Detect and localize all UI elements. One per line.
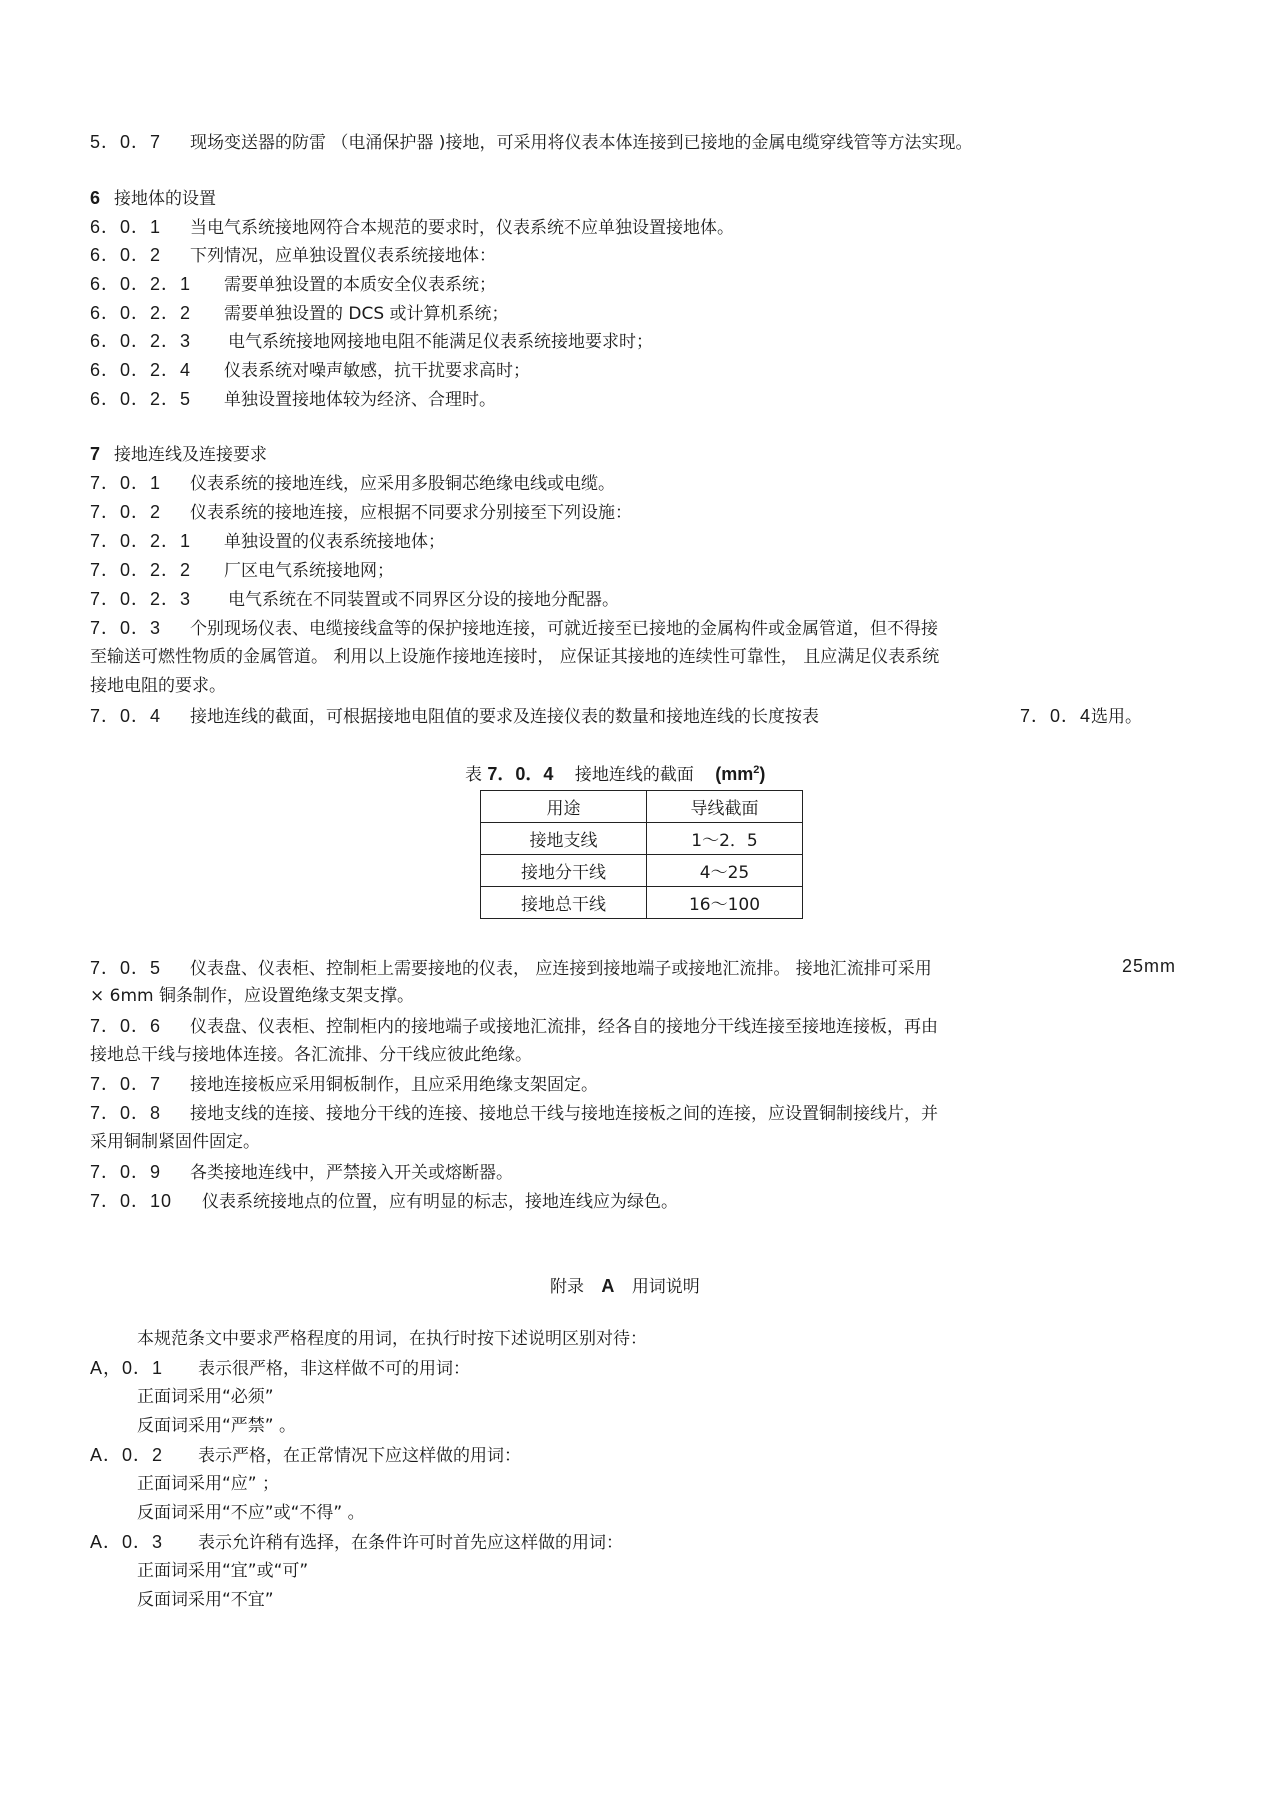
clause-text: 个别现场仪表、电缆接线盒等的保护接地连接，可就近接至已接地的金属构件或金属管道，但不得接 bbox=[190, 619, 938, 639]
clause-text: 仪表系统的接地连线，应采用多股铜芯绝缘电线或电缆。 bbox=[190, 474, 615, 494]
clause-number: 7．0．4 bbox=[90, 706, 162, 726]
clause-number: 7．0．2．3 bbox=[90, 589, 192, 609]
table-caption-prefix: 表 bbox=[465, 765, 482, 785]
clause-text: 现场变送器的防雷 （电涌保护器 )接地，可采用将仪表本体连接到已接地的金属电缆穿线管等方法实现。 bbox=[190, 133, 973, 153]
positive-term-line: 正面词采用“必须” bbox=[137, 1387, 274, 1407]
clause-7-0-6-continuation: 接地总干线与接地体连接。各汇流排、分干线应彼此绝缘。 bbox=[90, 1045, 532, 1065]
positive-term-line: 正面词采用“宜”或“可” bbox=[137, 1561, 309, 1581]
clause-number: 6．0．1 bbox=[90, 217, 162, 237]
section-7-heading bbox=[90, 443, 267, 466]
clause-text: 需要单独设置的本质安全仪表系统； bbox=[224, 275, 496, 295]
clause-text: 仪表盘、仪表柜、控制柜上需要接地的仪表， 应连接到接地端子或接地汇流排。 接地汇流排可采用 bbox=[190, 959, 932, 979]
clause-text: 表示严格，在正常情况下应这样做的用词： bbox=[198, 1446, 521, 1466]
clause-number: 6．0．2．5 bbox=[90, 389, 192, 409]
section-number: 7 bbox=[90, 444, 101, 464]
clause-text: 单独设置接地体较为经济、合理时。 bbox=[224, 390, 496, 410]
table-caption bbox=[465, 760, 765, 786]
clause-number: A．0．2 bbox=[90, 1445, 164, 1465]
grounding-cross-section-table bbox=[480, 790, 803, 919]
clause-7-0-2-1 bbox=[90, 530, 445, 553]
appendix-prefix: 附录 bbox=[550, 1277, 584, 1297]
clause-number: A．0．3 bbox=[90, 1532, 164, 1552]
clause-7-0-4 bbox=[90, 705, 819, 728]
appendix-letter: A bbox=[601, 1276, 615, 1296]
table-cell: 16～100 bbox=[647, 887, 803, 919]
clause-number: 7．0．9 bbox=[90, 1162, 162, 1182]
clause-6-0-2 bbox=[90, 244, 496, 267]
clause-6-0-2-3 bbox=[90, 330, 653, 353]
clause-text: 厂区电气系统接地网； bbox=[224, 561, 394, 581]
clause-6-0-1 bbox=[90, 216, 734, 239]
clause-7-0-8 bbox=[90, 1102, 938, 1125]
table-cell: 接地支线 bbox=[481, 823, 647, 855]
clause-7-0-1 bbox=[90, 472, 615, 495]
appendix-title: 用词说明 bbox=[631, 1277, 700, 1297]
table-cell: 接地总干线 bbox=[481, 887, 647, 919]
clause-number: 6．0．2．4 bbox=[90, 360, 192, 380]
clause-7-0-9 bbox=[90, 1161, 513, 1184]
clause-number: 7．0．1 bbox=[90, 473, 162, 493]
clause-text: 表示很严格，非这样做不可的用词： bbox=[198, 1359, 470, 1379]
table-reference: 7．0．4 bbox=[1020, 706, 1092, 726]
clause-7-0-8-continuation: 采用铜制紧固件固定。 bbox=[90, 1132, 260, 1152]
table-header-row bbox=[481, 791, 803, 823]
clause-text: 接地连线的截面，可根据接地电阻值的要求及连接仪表的数量和接地连线的长度按表 bbox=[190, 707, 819, 727]
table-cell: 1～2．5 bbox=[647, 823, 803, 855]
appendix-item-a-0-1 bbox=[90, 1357, 470, 1380]
clause-tail: 选用。 bbox=[1091, 707, 1143, 727]
table-header-cell: 导线截面 bbox=[647, 791, 803, 823]
clause-text: 单独设置的仪表系统接地体； bbox=[224, 532, 445, 552]
appendix-item-a-0-3 bbox=[90, 1531, 623, 1554]
clause-text: 需要单独设置的 DCS 或计算机系统； bbox=[224, 304, 509, 324]
clause-number: 6．0．2．1 bbox=[90, 274, 192, 294]
positive-term-line: 正面词采用“应” ； bbox=[137, 1474, 280, 1494]
clause-text: 接地连接板应采用铜板制作，且应采用绝缘支架固定。 bbox=[190, 1075, 598, 1095]
table-header-cell: 用途 bbox=[481, 791, 647, 823]
clause-number: 7．0．5 bbox=[90, 958, 162, 978]
clause-number: 7．0．2 bbox=[90, 502, 162, 522]
clause-number: 7．0．2．2 bbox=[90, 560, 192, 580]
table-cell: 接地分干线 bbox=[481, 855, 647, 887]
clause-6-0-2-4 bbox=[90, 359, 530, 382]
table-caption-number: 7．0．4 bbox=[487, 764, 554, 784]
clause-text: 仪表盘、仪表柜、控制柜内的接地端子或接地汇流排，经各自的接地分干线连接至接地连接板，再由 bbox=[190, 1017, 938, 1037]
clause-7-0-10 bbox=[90, 1190, 678, 1213]
clause-text: 各类接地连线中，严禁接入开关或熔断器。 bbox=[190, 1163, 513, 1183]
clause-number: 7．0．7 bbox=[90, 1074, 162, 1094]
clause-7-0-3 bbox=[90, 617, 938, 640]
table-row bbox=[481, 887, 803, 919]
negative-term-line: 反面词采用“不应”或“不得” 。 bbox=[137, 1503, 365, 1523]
clause-text: 仪表系统对噪声敏感，抗干扰要求高时； bbox=[224, 361, 530, 381]
appendix-heading bbox=[550, 1272, 700, 1297]
clause-number: 5．0．7 bbox=[90, 132, 162, 152]
clause-text: 下列情况，应单独设置仪表系统接地体： bbox=[190, 246, 496, 266]
table-row bbox=[481, 823, 803, 855]
clause-number: 7．0．3 bbox=[90, 618, 162, 638]
table-caption-unit: $(mm^2)$ bbox=[715, 764, 766, 784]
clause-7-0-5-continuation: × 6mm 铜条制作，应设置绝缘支架支撑。 bbox=[90, 986, 414, 1006]
clause-6-0-2-1 bbox=[90, 273, 496, 296]
table-cell: 4～25 bbox=[647, 855, 803, 887]
clause-number: A，0．1 bbox=[90, 1358, 164, 1378]
appendix-item-a-0-2 bbox=[90, 1444, 521, 1467]
clause-7-0-2-2 bbox=[90, 559, 394, 582]
section-title: 接地连线及连接要求 bbox=[114, 445, 268, 465]
clause-7-0-3-continuation: 至输送可燃性物质的金属管道。 利用以上设施作接地连接时， 应保证其接地的连续性可靠性， 且应满足仪表系统 bbox=[90, 647, 940, 667]
clause-number: 6．0．2 bbox=[90, 245, 162, 265]
section-6-heading bbox=[90, 187, 216, 210]
appendix-intro: 本规范条文中要求严格程度的用词，在执行时按下述说明区别对待： bbox=[137, 1329, 647, 1349]
clause-7-0-5-dimension bbox=[1122, 955, 1176, 978]
clause-7-0-2-3 bbox=[90, 588, 619, 611]
clause-text: 接地支线的连接、接地分干线的连接、接地总干线与接地连接板之间的连接，应设置铜制接线片，并 bbox=[190, 1104, 938, 1124]
clause-5-0-7 bbox=[90, 131, 972, 154]
clause-7-0-3-continuation-2: 接地电阻的要求。 bbox=[90, 676, 226, 696]
clause-text: 仪表系统的接地连接，应根据不同要求分别接至下列设施： bbox=[190, 503, 632, 523]
section-title: 接地体的设置 bbox=[114, 189, 217, 209]
clause-text: 仪表系统接地点的位置，应有明显的标志，接地连线应为绿色。 bbox=[202, 1192, 678, 1212]
clause-number: 7．0．2．1 bbox=[90, 531, 192, 551]
clause-text: 电气系统接地网接地电阻不能满足仪表系统接地要求时； bbox=[228, 332, 653, 352]
clause-text: 表示允许稍有选择，在条件许可时首先应这样做的用词： bbox=[198, 1533, 623, 1553]
negative-term-line: 反面词采用“不宜” bbox=[137, 1590, 274, 1610]
table-row bbox=[481, 855, 803, 887]
clause-7-0-5 bbox=[90, 957, 932, 980]
clause-number: 6．0．2．3 bbox=[90, 331, 192, 351]
clause-7-0-4-table-reference bbox=[1020, 705, 1142, 728]
clause-number: 6．0．2．2 bbox=[90, 303, 192, 323]
clause-text: 当电气系统接地网符合本规范的要求时，仪表系统不应单独设置接地体。 bbox=[190, 218, 734, 238]
clause-7-0-2 bbox=[90, 501, 632, 524]
clause-6-0-2-5 bbox=[90, 388, 496, 411]
clause-text: 电气系统在不同装置或不同界区分设的接地分配器。 bbox=[228, 590, 619, 610]
clause-7-0-7 bbox=[90, 1073, 598, 1096]
clause-6-0-2-2 bbox=[90, 302, 509, 325]
clause-number: 7．0．10 bbox=[90, 1191, 173, 1211]
clause-number: 7．0．8 bbox=[90, 1103, 162, 1123]
table-caption-title: 接地连线的截面 bbox=[574, 765, 694, 785]
section-number: 6 bbox=[90, 188, 101, 208]
clause-7-0-6 bbox=[90, 1015, 938, 1038]
clause-number: 7．0．6 bbox=[90, 1016, 162, 1036]
dimension-value: 25mm bbox=[1122, 956, 1177, 976]
negative-term-line: 反面词采用“严禁” 。 bbox=[137, 1416, 297, 1436]
